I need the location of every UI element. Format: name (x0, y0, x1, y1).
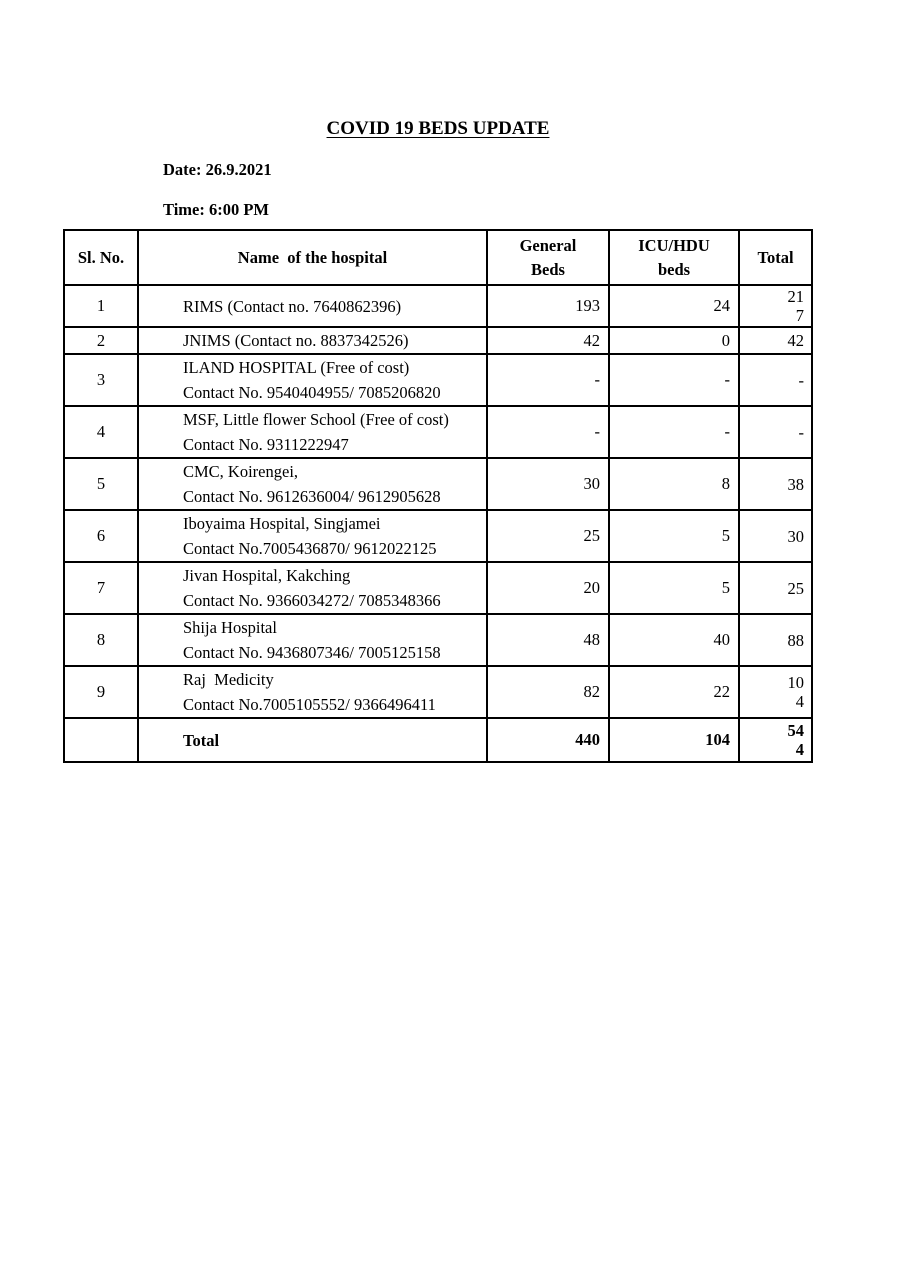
total-beds-value: 217 (787, 287, 804, 325)
header-general-beds (487, 230, 609, 285)
row-sl-no: 9 (64, 666, 138, 718)
total-beds (739, 354, 812, 406)
icu-hdu-beds: 5 (609, 562, 739, 614)
icu-hdu-beds: - (609, 354, 739, 406)
table-total-row (64, 718, 812, 762)
row-sl-no: 7 (64, 562, 138, 614)
total-general-beds: 440 (487, 718, 609, 762)
total-beds (739, 327, 812, 354)
general-beds: 42 (487, 327, 609, 354)
beds-table (63, 229, 813, 763)
general-beds: - (487, 354, 609, 406)
general-beds: 193 (487, 285, 609, 327)
hospital-name-line1: ILAND HOSPITAL (Free of cost) (183, 358, 410, 377)
page-title: COVID 19 BEDS UPDATE (326, 118, 550, 139)
row-sl-no: 4 (64, 406, 138, 458)
hospital-contact-line: Contact No.7005436870/ 9612022125 (183, 539, 437, 558)
row-sl-no: 5 (64, 458, 138, 510)
general-beds: 25 (487, 510, 609, 562)
hospital-contact-line: Contact No. 9540404955/ 7085206820 (183, 383, 441, 402)
table-row (64, 614, 812, 666)
hospital-contact-line: Contact No. 9311222947 (183, 435, 349, 454)
total-row-label: Total (138, 718, 487, 762)
table-row (64, 510, 812, 562)
total-beds-value: 30 (787, 526, 804, 546)
total-row-sl-no (64, 718, 138, 762)
total-beds (739, 562, 812, 614)
row-sl-no: 2 (64, 327, 138, 354)
header-sl-no: Sl. No. (64, 230, 138, 285)
hospital-name: RIMS (Contact no. 7640862396) (138, 285, 487, 327)
general-beds: 48 (487, 614, 609, 666)
total-beds (739, 406, 812, 458)
report-time: Time: 6:00 PM (163, 200, 270, 219)
icu-hdu-beds: 0 (609, 327, 739, 354)
total-icu-hdu-beds: 104 (609, 718, 739, 762)
table-row (64, 354, 812, 406)
icu-hdu-beds: 24 (609, 285, 739, 327)
table-row (64, 666, 812, 718)
icu-hdu-beds: 8 (609, 458, 739, 510)
header-general-beds-line2: Beds (531, 259, 565, 279)
hospital-contact-line: Contact No. 9612636004/ 9612905628 (183, 487, 441, 506)
row-sl-no: 8 (64, 614, 138, 666)
row-sl-no: 6 (64, 510, 138, 562)
icu-hdu-beds: 40 (609, 614, 739, 666)
icu-hdu-beds: - (609, 406, 739, 458)
report-date: Date: 26.9.2021 (163, 160, 272, 179)
hospital-name-line1: Raj Medicity (183, 670, 274, 689)
table-row (64, 406, 812, 458)
icu-hdu-beds: 22 (609, 666, 739, 718)
total-beds-value: 104 (787, 673, 804, 711)
total-beds-value: 42 (787, 331, 804, 350)
total-beds (739, 458, 812, 510)
header-total: Total (739, 230, 812, 285)
header-general-beds-line1: General (519, 235, 577, 255)
hospital-name (138, 406, 487, 458)
header-icu-line2: beds (657, 259, 691, 279)
general-beds: 20 (487, 562, 609, 614)
hospital-name (138, 666, 487, 718)
header-icu-line1: ICU/HDU (638, 235, 710, 255)
total-beds-value: 88 (787, 630, 804, 650)
grand-total-beds (739, 718, 812, 762)
table-header-row (64, 230, 812, 285)
hospital-contact-line: Contact No.7005105552/ 9366496411 (183, 695, 436, 714)
total-beds (739, 614, 812, 666)
total-beds (739, 285, 812, 327)
total-beds-value: 25 (787, 578, 804, 598)
hospital-contact-line: Contact No. 9366034272/ 7085348366 (183, 591, 441, 610)
row-sl-no: 1 (64, 285, 138, 327)
header-hospital-name: Name of the hospital (138, 230, 487, 285)
hospital-contact-line: Contact No. 9436807346/ 7005125158 (183, 643, 441, 662)
hospital-name (138, 354, 487, 406)
icu-hdu-beds: 5 (609, 510, 739, 562)
hospital-name (138, 510, 487, 562)
hospital-name-line1: Shija Hospital (183, 618, 277, 637)
total-beds-value: - (798, 370, 804, 390)
general-beds: 82 (487, 666, 609, 718)
hospital-name (138, 614, 487, 666)
hospital-name (138, 458, 487, 510)
hospital-name (138, 562, 487, 614)
row-sl-no: 3 (64, 354, 138, 406)
total-beds (739, 510, 812, 562)
grand-total-value: 544 (787, 721, 804, 759)
general-beds: - (487, 406, 609, 458)
table-row (64, 285, 812, 327)
hospital-name-line1: MSF, Little flower School (Free of cost) (183, 410, 449, 429)
total-beds-value: 38 (787, 474, 804, 494)
hospital-name-line1: Jivan Hospital, Kakching (183, 566, 351, 585)
hospital-name: JNIMS (Contact no. 8837342526) (138, 327, 487, 354)
header-icu-hdu-beds (609, 230, 739, 285)
table-row (64, 562, 812, 614)
total-beds-value: - (798, 422, 804, 442)
total-beds (739, 666, 812, 718)
hospital-name-line1: CMC, Koirengei, (183, 462, 299, 481)
general-beds: 30 (487, 458, 609, 510)
table-row (64, 458, 812, 510)
table-row (64, 327, 812, 354)
hospital-name-line1: Iboyaima Hospital, Singjamei (183, 514, 381, 533)
